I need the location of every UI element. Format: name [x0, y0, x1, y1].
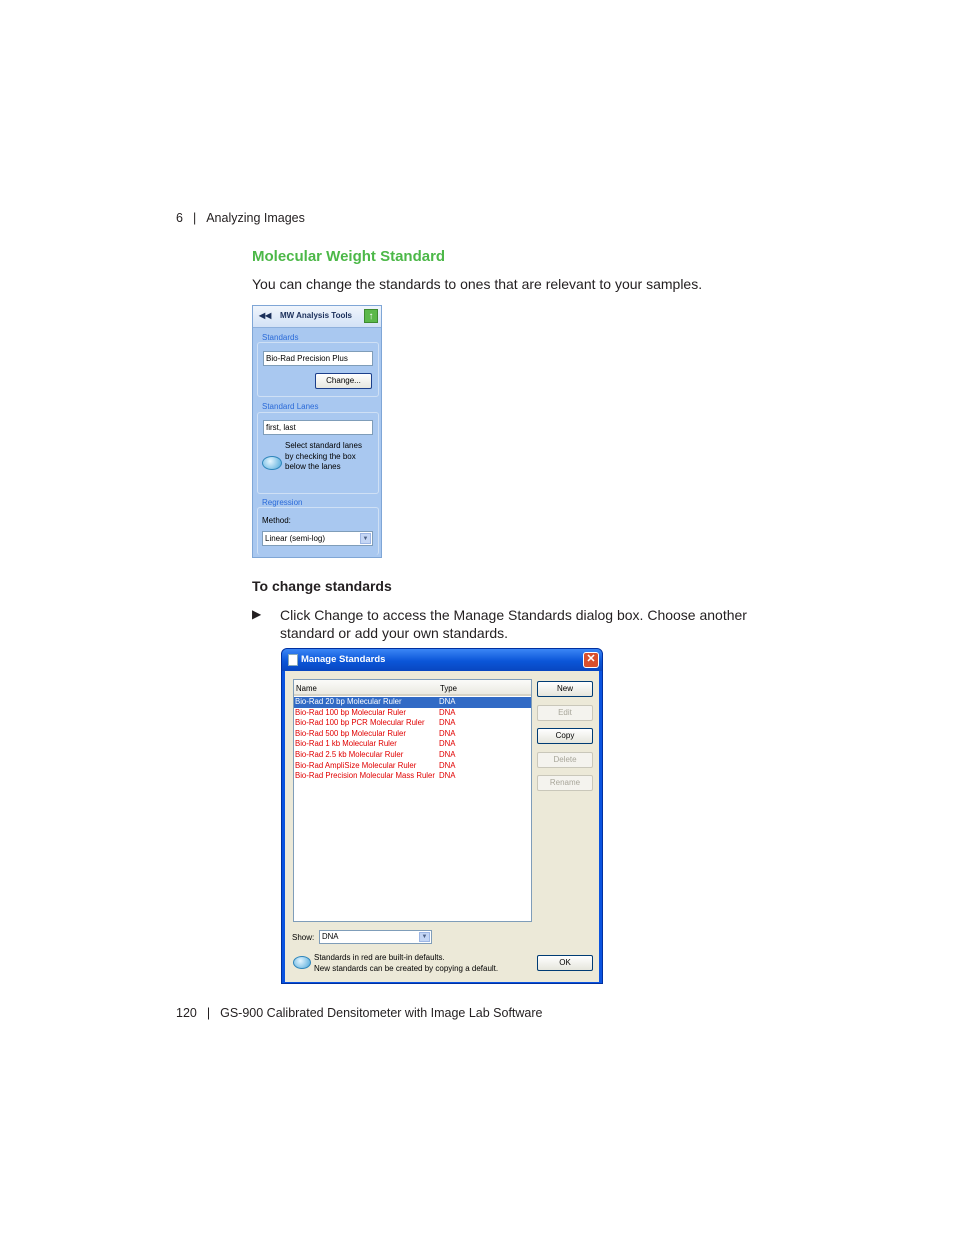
show-value: DNA — [322, 932, 339, 941]
regression-label: Regression — [262, 498, 303, 507]
row-name: Bio-Rad 2.5 kb Molecular Ruler — [295, 750, 404, 759]
info-line-1: Standards in red are built-in defaults. — [314, 953, 445, 962]
list-item[interactable] — [294, 750, 531, 761]
dialog-title: Manage Standards — [301, 654, 386, 665]
row-name: Bio-Rad 100 bp Molecular Ruler — [295, 707, 406, 717]
info-line-2: New standards can be created by copying a default. — [314, 964, 499, 973]
list-item[interactable] — [294, 761, 531, 772]
list-header — [294, 680, 531, 696]
row-name: Bio-Rad 500 bp Molecular Ruler — [295, 728, 406, 738]
dialog-titlebar — [282, 649, 602, 671]
new-button[interactable]: New — [537, 681, 593, 697]
copy-button[interactable]: Copy — [537, 728, 593, 744]
column-header-type[interactable]: Type — [440, 684, 457, 693]
document-icon — [288, 654, 298, 666]
row-type: DNA — [439, 760, 456, 770]
row-name: Bio-Rad Precision Molecular Mass Ruler — [295, 771, 435, 781]
chapter-number: 6 — [176, 211, 183, 225]
standards-list[interactable] — [293, 679, 532, 922]
row-type: DNA — [439, 707, 456, 717]
panel-titlebar — [253, 306, 381, 328]
chapter-title: Analyzing Images — [206, 211, 305, 225]
mw-analysis-tools-panel — [252, 305, 382, 558]
manual-title: GS-900 Calibrated Densitometer with Image Lab Software — [220, 1006, 543, 1020]
edit-button[interactable]: Edit — [537, 705, 593, 721]
row-type: DNA — [439, 718, 456, 728]
change-button[interactable]: Change... — [315, 373, 372, 389]
row-name: Bio-Rad 1 kb Molecular Ruler — [295, 739, 397, 749]
page-number: 120 — [176, 1006, 197, 1020]
standard-lanes-label: Standard Lanes — [262, 402, 319, 411]
collapse-icon[interactable]: ◀◀ — [259, 311, 272, 320]
list-item[interactable] — [294, 771, 531, 782]
tip-balloon-icon — [262, 456, 282, 470]
lanes-tip-text: Select standard lanes by checking the box below the lanes — [285, 441, 362, 471]
list-item[interactable] — [294, 739, 531, 750]
rename-button[interactable]: Rename — [537, 775, 593, 791]
row-type: DNA — [439, 771, 456, 781]
row-name: Bio-Rad 100 bp PCR Molecular Ruler — [295, 718, 425, 728]
dialog-body — [285, 671, 599, 982]
section-heading: Molecular Weight Standard — [252, 248, 446, 265]
intro-paragraph: You can change the standards to ones that are relevant to your samples. — [252, 276, 703, 292]
row-type: DNA — [439, 728, 456, 738]
method-select[interactable] — [262, 531, 373, 546]
list-item[interactable] — [294, 697, 531, 708]
info-text — [314, 952, 524, 974]
show-select[interactable] — [319, 930, 432, 944]
up-arrow-icon[interactable]: ↑ — [364, 309, 378, 323]
chevron-down-icon[interactable]: ▼ — [360, 533, 371, 544]
column-header-name[interactable]: Name — [296, 684, 317, 693]
running-footer: 120 | GS-900 Calibrated Densitometer with Image Lab Software — [176, 1006, 543, 1020]
bullet-icon: ▶ — [252, 607, 262, 621]
standards-field[interactable]: Bio-Rad Precision Plus — [263, 351, 373, 366]
list-item[interactable] — [294, 718, 531, 729]
row-name: Bio-Rad 20 bp Molecular Ruler — [295, 697, 402, 706]
step-text: Click Change to access the Manage Standards dialog box. Choose another standard or add your own standards. — [280, 607, 747, 641]
standards-group-label: Standards — [262, 333, 299, 342]
ok-button[interactable]: OK — [537, 955, 593, 971]
show-label: Show: — [292, 933, 315, 942]
list-item[interactable] — [294, 729, 531, 740]
method-label: Method: — [262, 516, 291, 525]
list-item[interactable] — [294, 708, 531, 719]
close-icon[interactable]: ✕ — [583, 652, 599, 668]
row-name: Bio-Rad AmpliSize Molecular Ruler — [295, 760, 417, 770]
row-type: DNA — [439, 739, 456, 749]
manage-standards-dialog — [281, 648, 603, 984]
row-type: DNA — [439, 750, 456, 759]
delete-button[interactable]: Delete — [537, 752, 593, 768]
method-value: Linear (semi-log) — [265, 534, 326, 543]
running-header: 6 | Analyzing Images — [176, 211, 305, 225]
row-type: DNA — [439, 697, 456, 706]
standard-lanes-field[interactable]: first, last — [263, 420, 373, 435]
panel-title: MW Analysis Tools — [280, 311, 353, 320]
chevron-down-icon[interactable]: ▼ — [419, 932, 430, 942]
subheading: To change standards — [252, 578, 392, 594]
info-balloon-icon — [293, 956, 311, 969]
